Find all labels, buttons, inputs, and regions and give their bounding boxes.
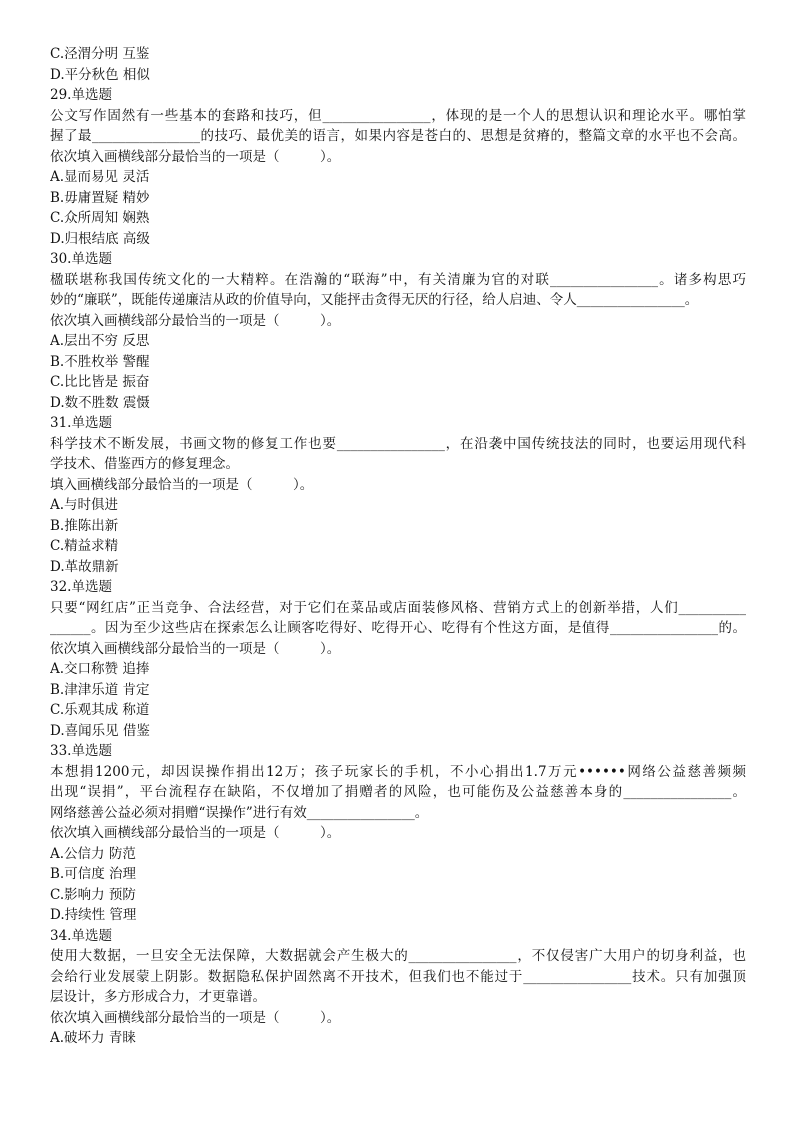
question-heading: 30.单选题	[50, 251, 112, 267]
answer-option: B.推陈出新	[50, 517, 119, 534]
answer-option: B.津津乐道 肯定	[50, 681, 150, 698]
text-line: 使用大数据，一旦安全无法保障，大数据就会产生极大的________________，不仅侵害广大用户的切身利益，也	[50, 948, 746, 964]
text-line: 填入画横线部分最恰当的一项是（ ）。	[50, 476, 314, 493]
text-line: 依次填入画横线部分最恰当的一项是（ ）。	[50, 312, 341, 329]
text-line: 公文写作固然有一些基本的套路和技巧，但________________，体现的是一个人的思想认识和理论水平。哪怕掌	[50, 107, 746, 124]
answer-option: C.乐观其成 称道	[50, 702, 150, 718]
answer-option: C.泾渭分明 互鉴	[50, 46, 150, 62]
document-page	[50, 44, 746, 1049]
answer-option: B.毋庸置疑 精妙	[50, 189, 150, 206]
question-heading: 32.单选题	[50, 579, 112, 595]
answer-option: A.破坏力 青睐	[50, 1030, 136, 1046]
answer-option: A.与时俱进	[50, 497, 119, 513]
answer-option: A.显而易见 灵活	[50, 169, 150, 185]
question-heading: 31.单选题	[50, 415, 112, 431]
answer-option: C.精益求精	[50, 538, 119, 554]
answer-option: C.众所周知 娴熟	[50, 210, 150, 226]
text-line: 科学技术不断发展，书画文物的修复工作也要________________，在沿袭中国传统技法的同时，也要运用现代科	[50, 435, 746, 452]
answer-option: D.持续性 管理	[50, 907, 137, 923]
text-line: 依次填入画横线部分最恰当的一项是（ ）。	[50, 825, 341, 841]
text-line: 学技术、借鉴西方的修复理念。	[50, 456, 239, 472]
text-line: 会给行业发展蒙上阴影。数据隐私保护固然离不开技术，但我们也不能过于________________技术。只有加强顶	[50, 968, 746, 985]
answer-option: D.喜闻乐见 借鉴	[50, 722, 150, 739]
answer-option: A.层出不穷 反思	[50, 333, 150, 349]
answer-option: A.交口称赞 追捧	[50, 661, 150, 677]
text-line: 网络慈善公益必须对捐赠“误操作”进行有效________________。	[50, 804, 429, 821]
text-line: ______。因为至少这些店在探索怎么让顾客吃得好、吃得开心、吃得有个性这方面，是值得________________的。	[50, 620, 746, 636]
text-line: 依次填入画横线部分最恰当的一项是（ ）。	[50, 640, 341, 657]
answer-option: D.数不胜数 震慑	[50, 394, 150, 411]
text-line: 依次填入画横线部分最恰当的一项是（ ）。	[50, 1009, 341, 1026]
question-heading: 29.单选题	[50, 87, 112, 103]
text-line: 妙的“廉联”，既能传递廉洁从政的价值导向，又能抨击贪得无厌的行径，给人启迪、令人________________。	[50, 292, 699, 308]
text-line: 层设计，多方形成合力，才更靠谱。	[50, 989, 266, 1005]
answer-option: C.比比皆是 振奋	[50, 374, 150, 390]
answer-option: D.平分秋色 相似	[50, 66, 150, 83]
text-line: 握了最________________的技巧、最优美的语言，如果内容是苍白的、思想是贫瘠的，整篇文章的水平也不会高。	[50, 128, 746, 144]
answer-option: D.归根结底 高级	[50, 230, 150, 247]
text-line: 只要“网红店”正当竞争、合法经营，对于它们在菜品或店面装修风格、营销方式上的创新举措，人们__________	[50, 599, 746, 616]
answer-option: B.可信度 治理	[50, 866, 137, 882]
question-heading: 34.单选题	[50, 927, 112, 944]
answer-option: D.革故鼎新	[50, 558, 119, 575]
text-line: 出现“误捐”，平台流程存在缺陷，不仅增加了捐赠者的风险，也可能伤及公益慈善本身的________________。	[50, 784, 746, 800]
text-line: 楹联堪称我国传统文化的一大精粹。在浩瀚的“联海”中，有关清廉为官的对联________________。诸多构思巧	[50, 271, 746, 288]
answer-option: A.公信力 防范	[50, 845, 136, 862]
answer-option: C.影响力 预防	[50, 886, 136, 903]
question-heading: 33.单选题	[50, 743, 112, 759]
text-line: 本想捐1200元，却因误操作捐出12万；孩子玩家长的手机，不小心捐出1.7万元••••••网络公益慈善频频	[50, 763, 746, 780]
answer-option: B.不胜枚举 警醒	[50, 353, 150, 370]
text-line: 依次填入画横线部分最恰当的一项是（ ）。	[50, 148, 341, 165]
